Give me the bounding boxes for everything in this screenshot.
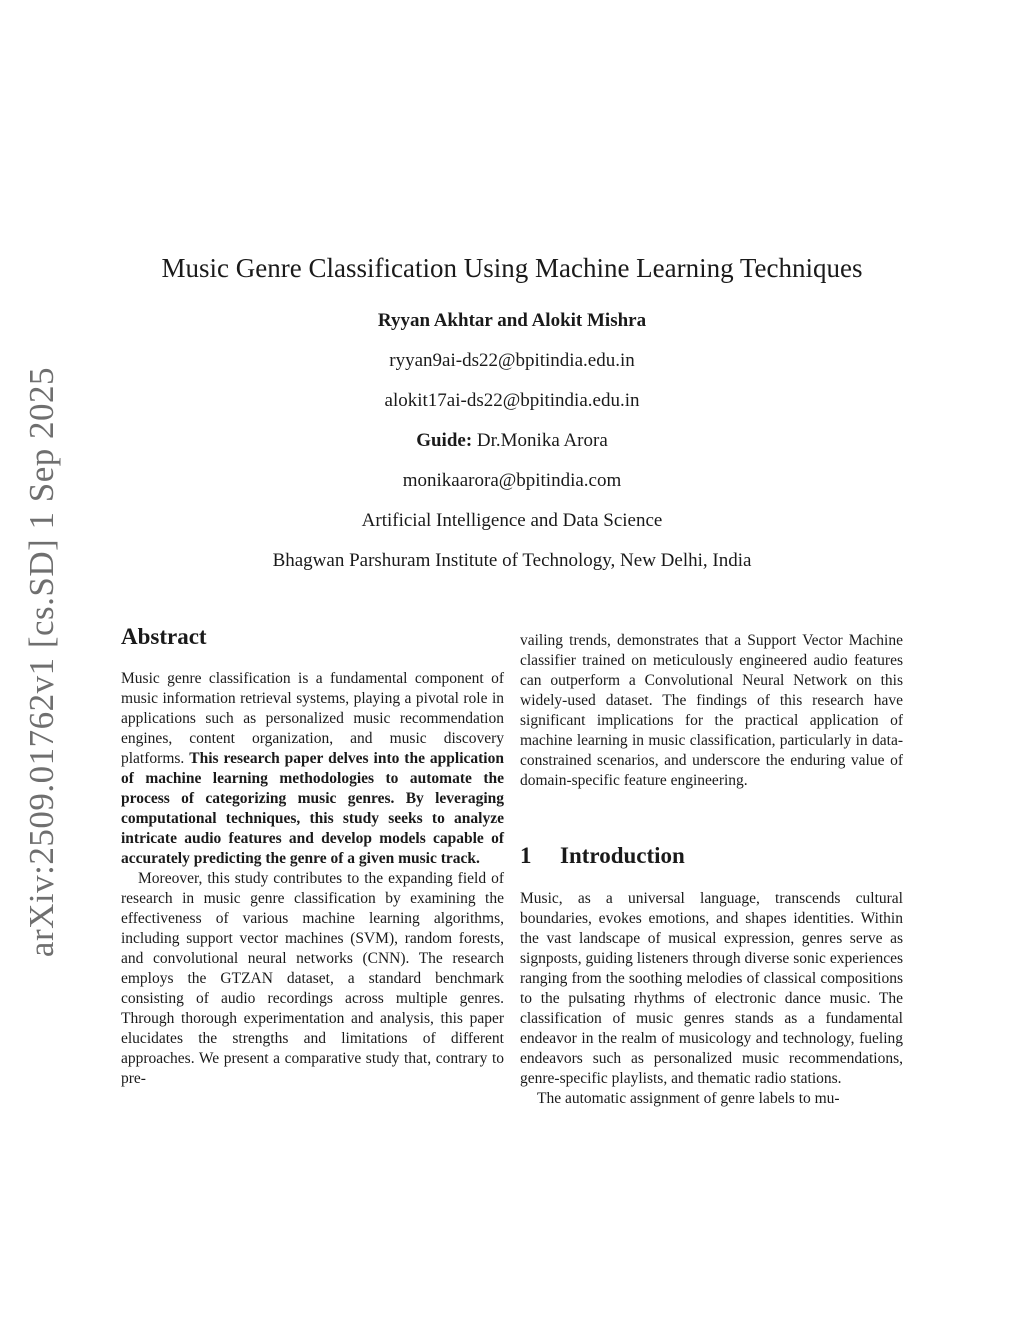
guide-line — [0, 430, 1024, 452]
abstract-paragraph-1 — [121, 669, 504, 869]
institute: Bhagwan Parshuram Institute of Technology, New Delhi, India — [272, 550, 752, 571]
guide-name: Dr.Monika Arora — [472, 430, 608, 451]
section-heading-introduction — [520, 843, 685, 869]
intro-paragraph-1: Music, as a universal language, transcends cultural boundaries, evokes emotions, and shapes identities. Within the vast landscape of musical expression, genres serve as signposts, guiding listeners through diverse sonic experiences ranging from the soothing melodies of classical compositions to the pulsating rhythms of electronic dance music. The classification of music genres stands as a fundamental endeavor in the realm of musicology and technology, fueling endeavors such as personalized music recommendations, genre-specific playlists, and thematic radio stations. — [520, 890, 903, 1087]
department: Artificial Intelligence and Data Science — [361, 510, 663, 531]
abstract-left-column — [121, 669, 504, 1089]
abstract-p1-plain: Music genre classification is a fundamental component of music information retrieval systems, playing a pivotal role in applications such as personalized music recommendation engines, content organization, and music discovery platforms. — [121, 670, 504, 767]
abstract-right-column — [520, 631, 903, 791]
author-email-1: ryyan9ai-ds22@bpitindia.edu.in — [389, 350, 635, 371]
guide-email: monikaarora@bpitindia.com — [402, 470, 622, 491]
abstract-paragraph-2-continued: vailing trends, demonstrates that a Support Vector Machine classifier trained on meticulously engineered audio features can outperform a Convolutional Neural Network on this widely-used dataset. The findings of this research have significant implications for the practical application of machine learning in music classification, particularly in data-constrained scenarios, and underscore the enduring value of domain-specific feature engineering. — [520, 632, 903, 789]
introduction-body — [520, 889, 903, 1109]
paper-title: Music Genre Classification Using Machine Learning Techniques — [161, 253, 863, 283]
guide-label: Guide: — [416, 430, 473, 451]
section-title: Introduction — [560, 843, 685, 868]
intro-paragraph-2: The automatic assignment of genre labels to mu- — [537, 1090, 840, 1107]
abstract-p1-bold: This research paper delves into the application of machine learning methodologies to automate the process of categorizing music genres. By leveraging computational techniques, this study seeks to analyze intricate audio features and develop models capable of accurately predicting the genre of a given music track. — [121, 750, 504, 867]
authors: Ryyan Akhtar and Alokit Mishra — [377, 310, 647, 331]
abstract-heading: Abstract — [121, 624, 207, 649]
arxiv-stamp-text: arXiv:2509.01762v1 [cs.SD] 1 Sep 2025 — [22, 366, 61, 958]
section-number: 1 — [520, 843, 532, 868]
author-email-2: alokit17ai-ds22@bpitindia.edu.in — [384, 390, 640, 411]
abstract-paragraph-2: Moreover, this study contributes to the expanding field of research in music genre classification by examining the effectiveness of various machine learning algorithms, including support vector machines (SVM), random forests, and convolutional neural networks (CNN). The research employs the GTZAN dataset, a standard benchmark consisting of audio recordings across multiple genres. Through thorough experimentation and analysis, this paper elucidates the strengths and limitations of different approaches. We present a comparative study that, contrary to pre- — [121, 870, 504, 1087]
